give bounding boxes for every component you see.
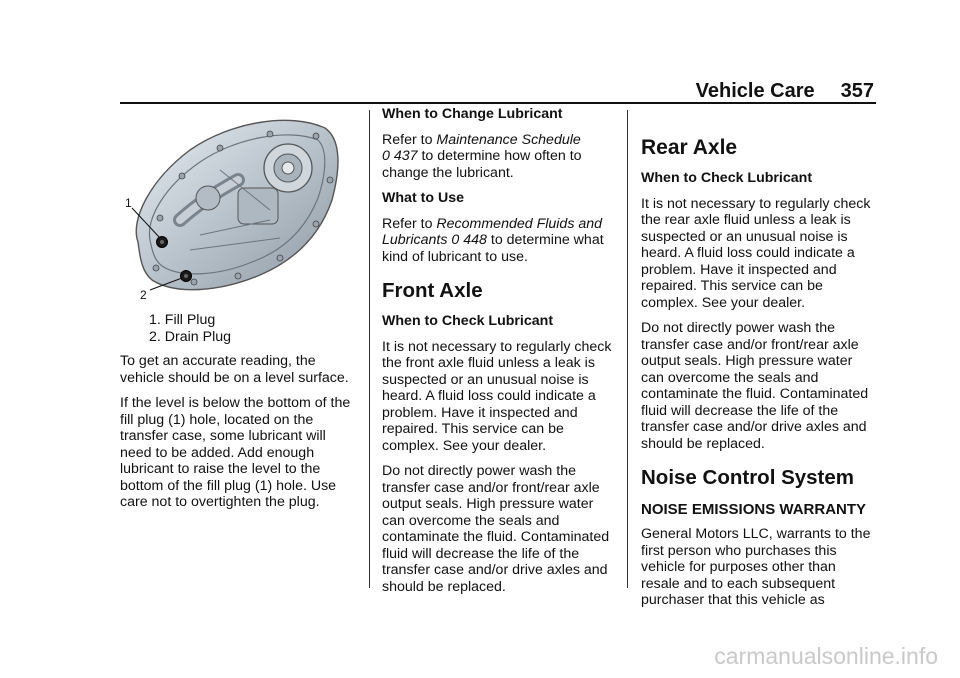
paragraph-change: Refer to Maintenance Schedule 0 437 to determine how often to change the lubricant. <box>382 131 582 181</box>
callout-2-label: 2 <box>140 288 147 302</box>
paragraph-use: Refer to Recommended Fluids and Lubricants 0 448 to determine what kind of lubricant to use. <box>382 215 604 265</box>
column-1 <box>120 312 356 520</box>
column-2 <box>382 106 616 604</box>
page-number: 357 <box>840 80 874 102</box>
paragraph-front-wash: Do not directly power wash the transfer case and/or front/rear axle output seals. High pressure water can overcome the seals and contaminate the fluid. Contaminated fluid will decrease the life of the transfer case and/or drive axles and should be replaced. <box>382 463 610 595</box>
heading-when-to-change: When to Change Lubricant <box>382 106 563 122</box>
link-recommended-fluids[interactable]: Recommended Fluids and Lubricants <box>382 215 603 248</box>
column-divider-1 <box>369 110 370 588</box>
noise-warranty-heading: NOISE EMISSIONS WARRANTY <box>641 501 867 518</box>
paragraph-rear-check: It is not necessary to regularly check the rear axle fluid unless a leak is suspected or an unusual noise is heard. A fluid loss could indicate a problem. Have it inspected and repaired. This service can be complex. See your dealer. <box>641 195 871 311</box>
caption-drain-plug: 2. Drain Plug <box>149 328 232 345</box>
paragraph-level-surface: To get an accurate reading, the vehicle should be on a level surface. <box>120 353 349 386</box>
front-axle-title: Front Axle <box>382 279 483 302</box>
page-header <box>696 80 874 103</box>
paragraph-fill-level: If the level is below the bottom of the fill plug (1) hole, located on the transfer case, some lubricant will need to be added. Add enough lubricant to raise the level to the bottom of the fill plug (1) hole. Use care not to overtighten the plug. <box>120 395 351 510</box>
noise-control-title: Noise Control System <box>641 466 855 489</box>
link-maintenance-schedule[interactable]: Maintenance Schedule <box>436 131 581 148</box>
header-rule <box>120 102 876 104</box>
watermark: carmanualsonline.info <box>714 643 938 669</box>
figure-captions <box>149 312 356 345</box>
paragraph-front-check: It is not necessary to regularly check the front axle fluid unless a leak is suspected or an unusual noise is heard. A fluid loss could indicate a problem. Have it inspected and repaired. This service can be complex. See your dealer. <box>382 338 612 454</box>
column-divider-2 <box>627 110 628 588</box>
page-ref-437[interactable]: 0 437 <box>382 148 418 164</box>
heading-what-to-use: What to Use <box>382 190 464 206</box>
column-3 <box>641 136 877 618</box>
callout-1-label: 1 <box>125 196 132 210</box>
caption-fill-plug: 1. Fill Plug <box>149 312 216 328</box>
transfer-case-illustration <box>120 110 350 306</box>
section-title: Vehicle Care <box>695 80 815 102</box>
page-ref-448[interactable]: 0 448 <box>451 232 487 248</box>
rear-axle-title: Rear Axle <box>641 136 738 159</box>
paragraph-warranty: General Motors LLC, warrants to the first person who purchases this vehicle for purposes other than resale and to each subsequent purchaser that this vehicle as <box>641 526 871 608</box>
heading-rear-when-to-check: When to Check Lubricant <box>641 170 813 186</box>
paragraph-rear-wash: Do not directly power wash the transfer case and/or front/rear axle output seals. High pressure water can overcome the seals and contaminate the fluid. Contaminated fluid will decrease the life of the transfer case and/or drive axles and should be replaced. <box>641 320 869 452</box>
heading-when-to-check: When to Check Lubricant <box>382 313 554 329</box>
